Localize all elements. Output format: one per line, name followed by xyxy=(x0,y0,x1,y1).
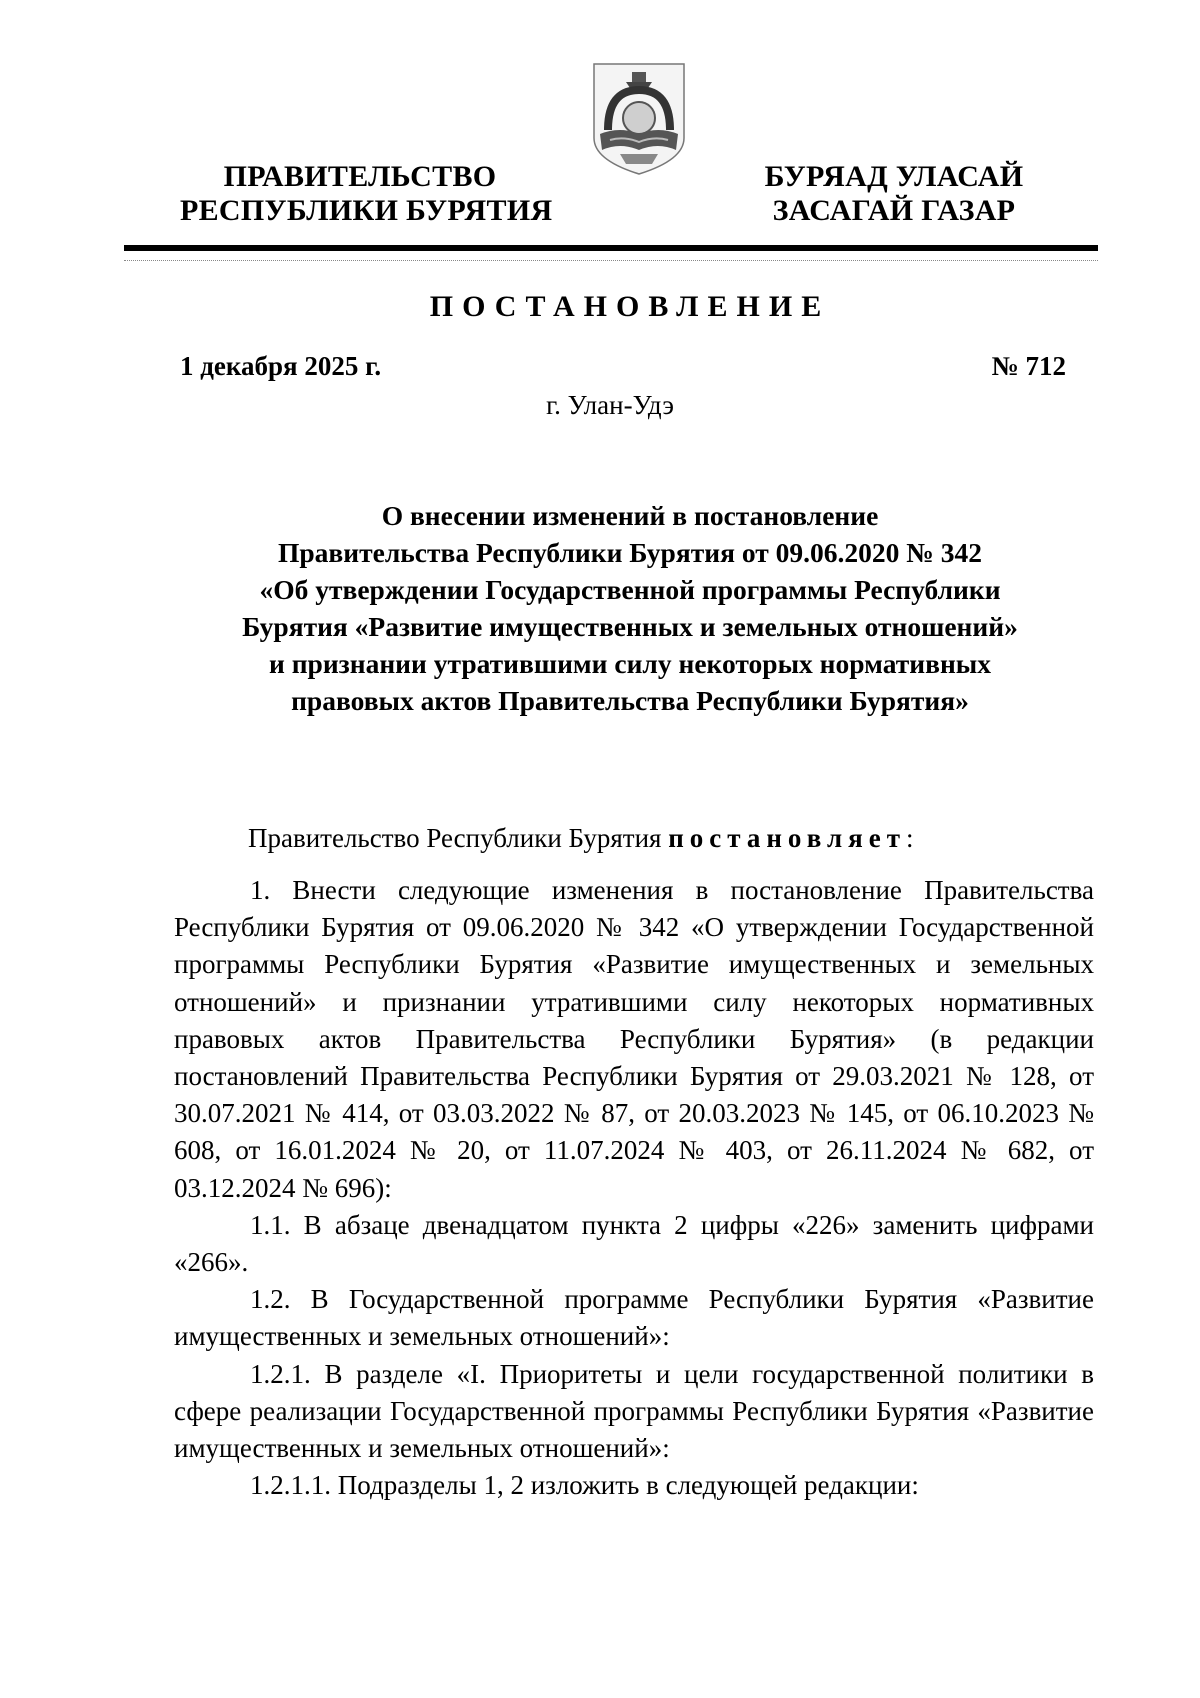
paragraph-1-2-1: 1.2.1. В разделе «I. Приоритеты и цели государственной политики в сфере реализации Государственной программы Республики Бурятия «Развитие имущественных и земельных отношений»: xyxy=(174,1358,1094,1464)
preamble-tail: : xyxy=(905,823,914,853)
preamble-text: Правительство Республики Бурятия xyxy=(248,823,669,853)
org-name-buryat xyxy=(744,160,1044,228)
paragraph-1: 1. Внести следующие изменения в постановление Правительства Республики Бурятия от 09.06.2020 № 342 «О утверждении Государственной программы Республики Бурятия «Развитие имущественных и земельных отношений» и признании утратившими силу некоторых нормативных правовых актов Правительства Республики Бурятия» (в редакции постановлений Правительства Республики Бурятия от 29.03.2021 № 128, от 30.07.2021 № 414, от 03.03.2022 № 87, от 20.03.2023 № 145, от 06.10.2023 № 608, от 16.01.2024 № 20, от 11.07.2024 № 403, от 26.11.2024 № 682, от 03.12.2024 № 696): xyxy=(174,875,1094,1203)
document-date: 1 декабря 2025 г. xyxy=(180,351,382,381)
document-type: ПОСТАНОВЛЕНИЕ xyxy=(429,290,831,323)
paragraph-1-2-1-1: 1.2.1.1. Подразделы 1, 2 изложить в следующей редакции: xyxy=(250,1470,919,1501)
document-body xyxy=(174,872,1094,1504)
org-name-buryat-line-1: БУРЯАД УЛАСАЙ xyxy=(764,160,1024,193)
paragraph-1-1: 1.1. В абзаце двенадцатом пункта 2 цифры «226» заменить цифрами «266». xyxy=(174,1209,1094,1278)
title-line: и признании утратившими силу некоторых нормативных xyxy=(268,648,992,679)
preamble-emphasis: постановляет xyxy=(668,823,906,853)
title-line: правовых актов Правительства Республики Бурятия» xyxy=(291,685,969,716)
document-city: г. Улан-Удэ xyxy=(546,390,674,420)
org-name-russian xyxy=(180,160,553,228)
org-name-russian-line-2: РЕСПУБЛИКИ БУРЯТИЯ xyxy=(180,194,553,227)
paragraph-1-2: 1.2. В Государственной программе Республики Бурятия «Развитие имущественных и земельных отношений»: xyxy=(174,1284,1094,1352)
coat-of-arms-icon xyxy=(590,60,688,178)
header-divider-thin xyxy=(124,260,1098,261)
preamble xyxy=(248,823,913,854)
title-line: О внесении изменений в постановление xyxy=(381,500,879,531)
title-line: Бурятия «Развитие имущественных и земельных отношений» xyxy=(242,611,1018,642)
org-name-russian-line-1: ПРАВИТЕЛЬСТВО xyxy=(223,160,497,193)
title-line: Правительства Республики Бурятия от 09.06.2020 № 342 xyxy=(277,537,982,568)
document-number: № 712 xyxy=(991,351,1066,381)
title-line: «Об утверждении Государственной программы Республики xyxy=(259,574,1001,605)
org-name-buryat-line-2: ЗАСАГАЙ ГАЗАР xyxy=(772,194,1016,227)
document-title xyxy=(170,497,1090,719)
header-divider-thick xyxy=(124,245,1098,251)
